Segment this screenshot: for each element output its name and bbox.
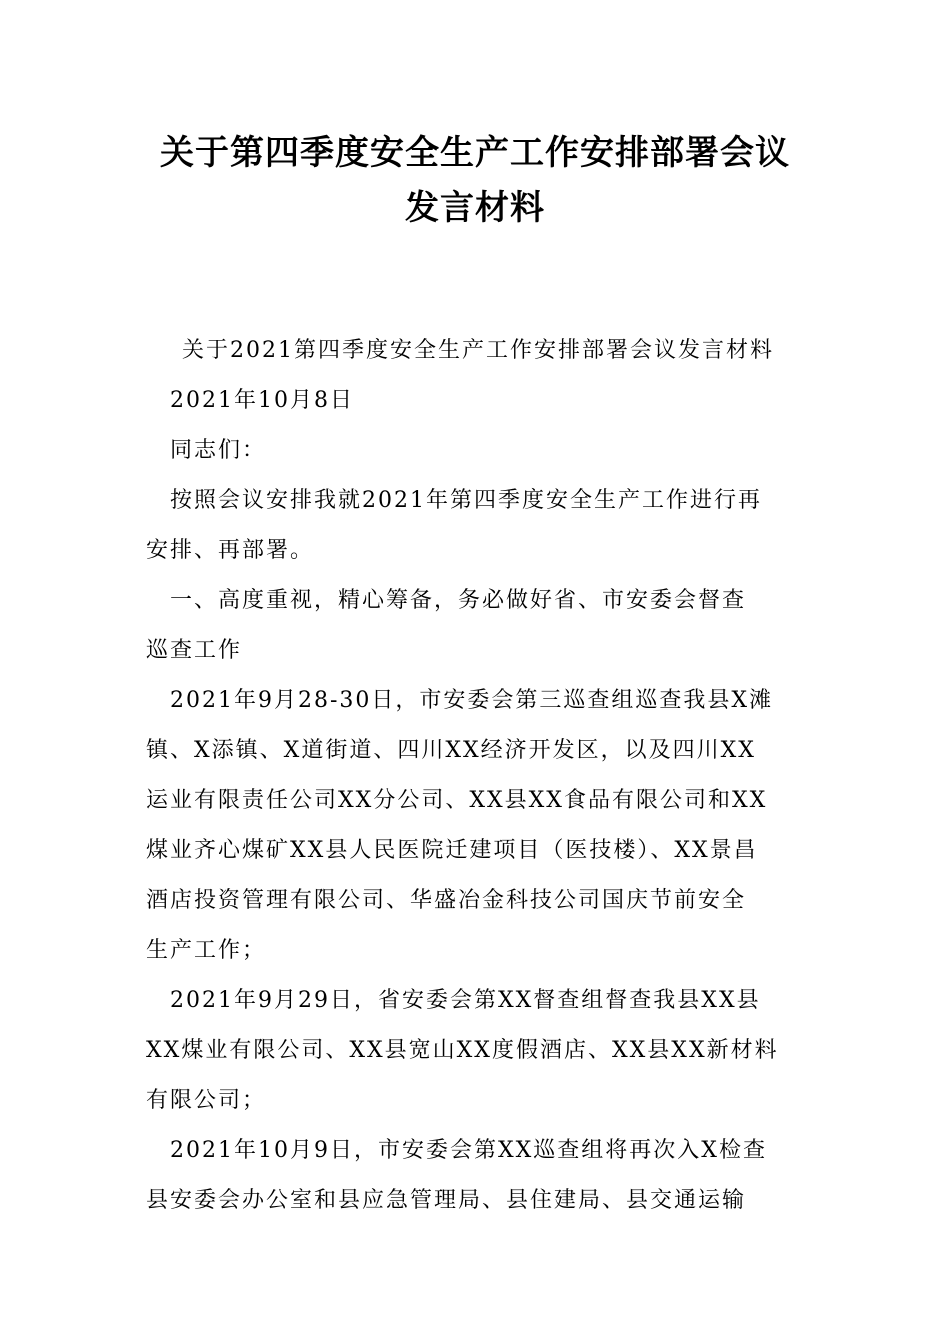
document-title bbox=[120, 126, 830, 236]
subtitle-line: 关于2021第四季度安全生产工作安排部署会议发言材料 bbox=[182, 338, 774, 363]
paragraph-line: 煤业齐心煤矿XX县人民医院迁建项目（医技楼）、XX景昌 bbox=[146, 838, 758, 863]
paragraph-line: XX煤业有限公司、XX县宽山XX度假酒店、XX县XX新材料 bbox=[146, 1038, 779, 1063]
paragraph-line: 镇、X添镇、X道街道、四川XX经济开发区，以及四川XX bbox=[146, 738, 756, 763]
paragraph-line: 生产工作； bbox=[146, 938, 267, 963]
date-line: 2021年10月8日 bbox=[170, 388, 354, 413]
paragraph-line: 安排、再部署。 bbox=[146, 538, 315, 563]
section-heading-line: 一、高度重视，精心筹备，务必做好省、市安委会督查 bbox=[170, 588, 747, 613]
paragraph-line: 2021年9月28-30日，市安委会第三巡查组巡查我县X滩 bbox=[170, 688, 774, 713]
document-body bbox=[146, 326, 808, 1226]
paragraph-line: 按照会议安排我就2021年第四季度安全生产工作进行再 bbox=[170, 488, 762, 513]
paragraph-line: 有限公司； bbox=[146, 1088, 267, 1113]
salutation-line: 同志们： bbox=[170, 438, 267, 463]
title-line-1: 关于第四季度安全生产工作安排部署会议 bbox=[160, 133, 790, 173]
paragraph-line: 县安委会办公室和县应急管理局、县住建局、县交通运输 bbox=[146, 1188, 747, 1213]
paragraph-line: 2021年10月9日，市安委会第XX巡查组将再次入X检查 bbox=[170, 1138, 767, 1163]
paragraph-line: 2021年9月29日，省安委会第XX督查组督查我县XX县 bbox=[170, 988, 761, 1013]
paragraph-line: 酒店投资管理有限公司、华盛冶金科技公司国庆节前安全 bbox=[146, 888, 747, 913]
paragraph-line: 运业有限责任公司XX分公司、XX县XX食品有限公司和XX bbox=[146, 788, 768, 813]
section-heading-line: 巡查工作 bbox=[146, 638, 243, 663]
title-line-2: 发言材料 bbox=[405, 188, 545, 228]
